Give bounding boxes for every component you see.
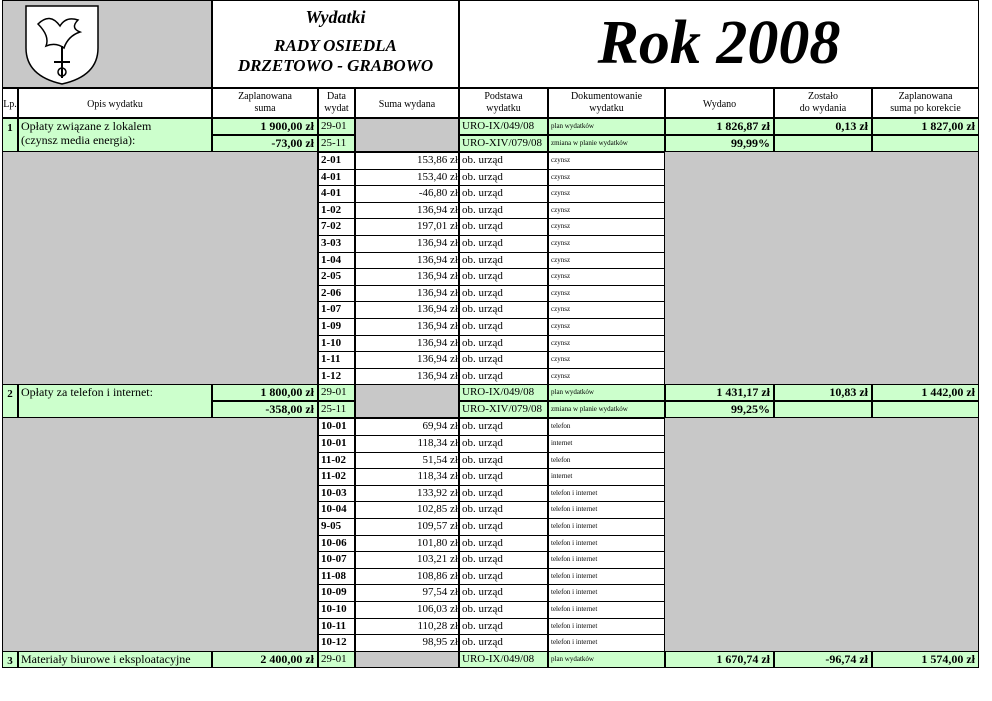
section-1-item-amount: 136,94 zł (355, 268, 459, 286)
section-2-item-dokumentowanie: telefon i internet (548, 535, 665, 553)
section-2-item-date: 11-02 (318, 468, 355, 486)
section-2-item-amount: 106,03 zł (355, 601, 459, 619)
section-3-podstawa: URO-IX/049/08 (459, 651, 548, 668)
section-2-item-date: 11-02 (318, 452, 355, 470)
section-2-plan: 1 800,00 zł (212, 384, 318, 401)
section-2-opis (18, 384, 212, 418)
col-korekta (872, 88, 979, 118)
section-2-item-podstawa: ob. urząd (459, 568, 548, 586)
col-zaplanowana-line1: Zaplanowana (238, 91, 292, 102)
section-1-opis-line2: (czynsz media energia): (21, 133, 136, 147)
col-data-line2: wydat (324, 103, 349, 114)
section-2-item-dokumentowanie: telefon i internet (548, 634, 665, 652)
section-1-item-amount: 153,40 zł (355, 169, 459, 187)
section-1-gray-left (2, 152, 318, 384)
section-1-item-amount: 136,94 zł (355, 368, 459, 386)
section-1-item-date: 2-05 (318, 268, 355, 286)
section-2-item-date: 10-04 (318, 501, 355, 519)
section-1-lp: 1 (2, 118, 18, 152)
section-2-item-date: 10-01 (318, 418, 355, 436)
section-2-item-podstawa: ob. urząd (459, 618, 548, 636)
section-2-item-date: 10-10 (318, 601, 355, 619)
section-2-item-date: 11-08 (318, 568, 355, 586)
section-2-item-amount: 97,54 zł (355, 584, 459, 602)
year-cell (459, 0, 979, 88)
section-3-opis (18, 651, 212, 668)
section-1-item-podstawa: ob. urząd (459, 285, 548, 303)
section-1-item-dokumentowanie: czynsz (548, 335, 665, 353)
section-1-podstawa-correction: URO-XIV/079/08 (459, 135, 548, 152)
section-2-item-date: 10-11 (318, 618, 355, 636)
section-1-opis (18, 118, 212, 152)
section-1-item-dokumentowanie: czynsz (548, 285, 665, 303)
section-2-item-dokumentowanie: telefon (548, 452, 665, 470)
section-1-item-amount: 136,94 zł (355, 235, 459, 253)
section-1-data: 29-01 (318, 118, 355, 135)
section-1-korekta-empty (872, 135, 979, 152)
section-1-item-podstawa: ob. urząd (459, 318, 548, 336)
section-2-wydano: 1 431,17 zł (665, 384, 774, 401)
section-3-lp: 3 (2, 651, 18, 668)
section-1-item-date: 7-02 (318, 218, 355, 236)
section-1-item-date: 2-06 (318, 285, 355, 303)
section-2-item-podstawa: ob. urząd (459, 535, 548, 553)
section-2-item-podstawa: ob. urząd (459, 501, 548, 519)
section-1-item-dokumentowanie: czynsz (548, 268, 665, 286)
section-1-item-dokumentowanie: czynsz (548, 252, 665, 270)
section-1-item-date: 1-12 (318, 368, 355, 386)
council-name-line1: RADY OSIEDLA (274, 36, 397, 55)
section-2-item-amount: 118,34 zł (355, 435, 459, 453)
col-data-line1: Data (327, 91, 346, 102)
section-2-item-amount: 101,80 zł (355, 535, 459, 553)
section-1-dokumentowanie-correction: zmiana w planie wydatków (548, 135, 665, 152)
section-2-item-dokumentowanie: telefon i internet (548, 518, 665, 536)
section-2-plan-correction: -358,00 zł (212, 401, 318, 418)
section-2-item-amount: 98,95 zł (355, 634, 459, 652)
section-1-item-amount: 136,94 zł (355, 252, 459, 270)
section-1-item-amount: 136,94 zł (355, 335, 459, 353)
section-2-podstawa: URO-IX/049/08 (459, 384, 548, 401)
section-1-item-amount: 136,94 zł (355, 202, 459, 220)
section-1-item-amount: 136,94 zł (355, 351, 459, 369)
section-1-item-podstawa: ob. urząd (459, 152, 548, 170)
section-1-item-dokumentowanie: czynsz (548, 351, 665, 369)
section-3-suma-empty (355, 651, 459, 668)
section-1-item-podstawa: ob. urząd (459, 252, 548, 270)
section-1-item-podstawa: ob. urząd (459, 235, 548, 253)
section-2-item-date: 10-03 (318, 485, 355, 503)
section-1-item-podstawa: ob. urząd (459, 351, 548, 369)
section-1-item-podstawa: ob. urząd (459, 268, 548, 286)
section-1-wydano: 1 826,87 zł (665, 118, 774, 135)
col-wydano: Wydano (665, 88, 774, 118)
col-data (318, 88, 355, 118)
section-2-item-podstawa: ob. urząd (459, 601, 548, 619)
section-1-item-dokumentowanie: czynsz (548, 218, 665, 236)
section-2-item-podstawa: ob. urząd (459, 485, 548, 503)
section-2-opis-line1: Opłaty za telefon i internet: (21, 385, 153, 400)
wydatki-title: Wydatki (305, 7, 366, 27)
section-2-data: 29-01 (318, 384, 355, 401)
section-3-opis-line1: Materiały biurowe i eksploatacyjne (21, 651, 191, 666)
section-1-item-dokumentowanie: czynsz (548, 235, 665, 253)
col-dokumentowanie-line2: wydatku (589, 103, 624, 114)
section-1-item-amount: 136,94 zł (355, 301, 459, 319)
section-2-korekta: 1 442,00 zł (872, 384, 979, 401)
section-1-item-date: 1-04 (318, 252, 355, 270)
section-1-item-date: 1-10 (318, 335, 355, 353)
section-2-gray-right (665, 418, 979, 650)
section-2-item-dokumentowanie: telefon i internet (548, 618, 665, 636)
section-1-gray-right (665, 152, 979, 384)
section-2-item-podstawa: ob. urząd (459, 452, 548, 470)
col-dokumentowanie (548, 88, 665, 118)
section-1-item-dokumentowanie: czynsz (548, 202, 665, 220)
section-2-item-amount: 118,34 zł (355, 468, 459, 486)
col-korekta-line2: suma po korekcie (890, 103, 961, 114)
section-2-item-dokumentowanie: internet (548, 435, 665, 453)
col-zaplanowana-line2: suma (254, 103, 276, 114)
section-2-item-podstawa: ob. urząd (459, 468, 548, 486)
section-2-percent: 99,25% (665, 401, 774, 418)
section-2-item-podstawa: ob. urząd (459, 551, 548, 569)
section-2-zostalo: 10,83 zł (774, 384, 872, 401)
section-1-podstawa: URO-IX/049/08 (459, 118, 548, 135)
section-2-item-podstawa: ob. urząd (459, 634, 548, 652)
year-title: Rok 2008 (597, 9, 841, 77)
section-2-item-dokumentowanie: telefon i internet (548, 485, 665, 503)
section-3-dokumentowanie: plan wydatków (548, 651, 665, 668)
section-2-item-date: 9-05 (318, 518, 355, 536)
section-2-item-date: 10-01 (318, 435, 355, 453)
section-1-item-dokumentowanie: czynsz (548, 152, 665, 170)
council-name-line2: DRZETOWO - GRABOWO (237, 56, 434, 75)
section-2-item-amount: 133,92 zł (355, 485, 459, 503)
section-2-lp: 2 (2, 384, 18, 418)
section-1-item-dokumentowanie: czynsz (548, 301, 665, 319)
title-block (212, 0, 459, 88)
section-1-suma-empty (355, 118, 459, 152)
section-2-item-amount: 69,94 zł (355, 418, 459, 436)
section-1-zostalo-empty (774, 135, 872, 152)
section-1-plan-correction: -73,00 zł (212, 135, 318, 152)
col-opis: Opis wydatku (18, 88, 212, 118)
col-podstawa-line2: wydatku (486, 103, 521, 114)
section-2-item-dokumentowanie: telefon i internet (548, 568, 665, 586)
section-1-item-date: 4-01 (318, 169, 355, 187)
section-1-item-date: 3-03 (318, 235, 355, 253)
section-2-item-amount: 102,85 zł (355, 501, 459, 519)
section-1-item-podstawa: ob. urząd (459, 185, 548, 203)
section-2-dokumentowanie: plan wydatków (548, 384, 665, 401)
section-2-item-podstawa: ob. urząd (459, 584, 548, 602)
section-1-item-podstawa: ob. urząd (459, 202, 548, 220)
section-1-item-dokumentowanie: czynsz (548, 185, 665, 203)
section-1-item-date: 2-01 (318, 152, 355, 170)
section-2-item-amount: 103,21 zł (355, 551, 459, 569)
section-1-item-amount: 136,94 zł (355, 318, 459, 336)
section-2-item-podstawa: ob. urząd (459, 418, 548, 436)
section-2-gray-left (2, 418, 318, 650)
section-1-dokumentowanie: plan wydatków (548, 118, 665, 135)
col-dokumentowanie-line1: Dokumentowanie (570, 91, 643, 102)
section-2-item-podstawa: ob. urząd (459, 435, 548, 453)
section-1-item-date: 1-02 (318, 202, 355, 220)
section-1-item-date: 1-11 (318, 351, 355, 369)
section-1-item-dokumentowanie: czynsz (548, 318, 665, 336)
col-podstawa (459, 88, 548, 118)
section-2-item-dokumentowanie: telefon (548, 418, 665, 436)
section-1-item-podstawa: ob. urząd (459, 301, 548, 319)
col-zostalo-line1: Zostało (808, 91, 838, 102)
section-1-item-amount: 136,94 zł (355, 285, 459, 303)
section-2-item-amount: 109,57 zł (355, 518, 459, 536)
section-2-suma-empty (355, 384, 459, 418)
section-2-item-date: 10-07 (318, 551, 355, 569)
section-2-item-dokumentowanie: telefon i internet (548, 601, 665, 619)
section-1-item-podstawa: ob. urząd (459, 169, 548, 187)
section-2-item-date: 10-12 (318, 634, 355, 652)
section-2-zostalo-empty (774, 401, 872, 418)
section-1-item-podstawa: ob. urząd (459, 218, 548, 236)
section-2-item-date: 10-06 (318, 535, 355, 553)
section-2-data-correction: 25-11 (318, 401, 355, 418)
section-3-plan: 2 400,00 zł (212, 651, 318, 668)
section-1-item-amount: 153,86 zł (355, 152, 459, 170)
col-podstawa-line1: Podstawa (484, 91, 523, 102)
col-zostalo (774, 88, 872, 118)
section-3-zostalo: -96,74 zł (774, 651, 872, 668)
section-1-item-date: 1-07 (318, 301, 355, 319)
section-2-item-dokumentowanie: telefon i internet (548, 551, 665, 569)
section-3-data: 29-01 (318, 651, 355, 668)
section-2-korekta-empty (872, 401, 979, 418)
section-2-item-dokumentowanie: telefon i internet (548, 584, 665, 602)
section-2-item-dokumentowanie: internet (548, 468, 665, 486)
section-2-podstawa-correction: URO-XIV/079/08 (459, 401, 548, 418)
section-3-korekta: 1 574,00 zł (872, 651, 979, 668)
section-3-wydano: 1 670,74 zł (665, 651, 774, 668)
section-1-opis-line1: Opłaty związane z lokalem (21, 119, 152, 133)
col-suma-wydana: Suma wydana (355, 88, 459, 118)
section-2-dokumentowanie-correction: zmiana w planie wydatków (548, 401, 665, 418)
section-1-percent: 99,99% (665, 135, 774, 152)
section-1-item-podstawa: ob. urząd (459, 368, 548, 386)
section-1-plan: 1 900,00 zł (212, 118, 318, 135)
section-1-item-amount: -46,80 zł (355, 185, 459, 203)
section-1-zostalo: 0,13 zł (774, 118, 872, 135)
section-1-item-podstawa: ob. urząd (459, 335, 548, 353)
section-2-item-amount: 108,86 zł (355, 568, 459, 586)
section-2-item-amount: 110,28 zł (355, 618, 459, 636)
section-2-item-date: 10-09 (318, 584, 355, 602)
city-crest-logo (20, 2, 104, 86)
section-2-item-amount: 51,54 zł (355, 452, 459, 470)
section-1-item-date: 1-09 (318, 318, 355, 336)
col-zaplanowana (212, 88, 318, 118)
col-zostalo-line2: do wydania (799, 103, 847, 114)
section-2-item-dokumentowanie: telefon i internet (548, 501, 665, 519)
section-1-item-date: 4-01 (318, 185, 355, 203)
section-1-item-dokumentowanie: czynsz (548, 169, 665, 187)
section-1-korekta: 1 827,00 zł (872, 118, 979, 135)
section-1-data-correction: 25-11 (318, 135, 355, 152)
section-2-item-podstawa: ob. urząd (459, 518, 548, 536)
section-1-item-amount: 197,01 zł (355, 218, 459, 236)
col-korekta-line1: Zaplanowana (898, 91, 953, 102)
section-1-item-dokumentowanie: czynsz (548, 368, 665, 386)
col-lp: Lp. (2, 88, 18, 118)
